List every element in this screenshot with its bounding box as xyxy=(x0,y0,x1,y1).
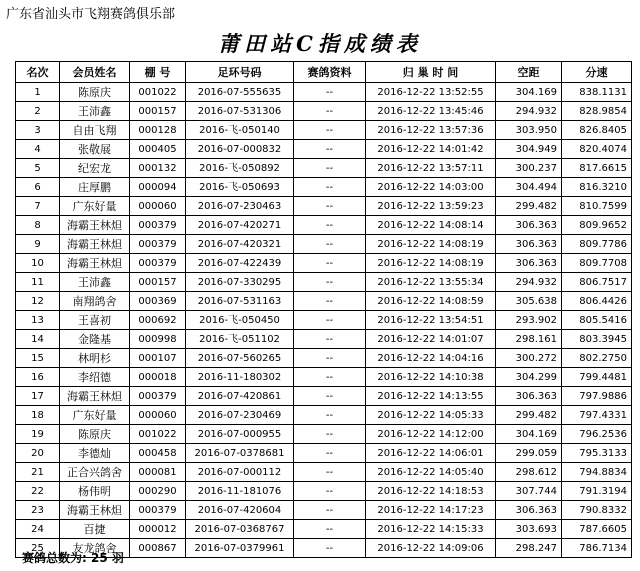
table-row xyxy=(16,311,632,330)
cell-ring-number: 2016-07-000832 xyxy=(186,140,294,159)
cell-loft-number: 000012 xyxy=(130,520,186,539)
cell-rank: 10 xyxy=(16,254,60,273)
cell-pigeon-info: -- xyxy=(294,425,366,444)
cell-member-name: 王沛鑫 xyxy=(60,102,130,121)
cell-ring-number: 2016-07-000955 xyxy=(186,425,294,444)
cell-distance: 304.949 xyxy=(496,140,562,159)
cell-ring-number: 2016-07-555635 xyxy=(186,83,294,102)
cell-distance: 300.237 xyxy=(496,159,562,178)
cell-pigeon-info: -- xyxy=(294,292,366,311)
table-row xyxy=(16,159,632,178)
cell-arrival-time: 2016-12-22 14:08:19 xyxy=(366,254,496,273)
cell-distance: 293.902 xyxy=(496,311,562,330)
table-row xyxy=(16,482,632,501)
cell-rank: 3 xyxy=(16,121,60,140)
cell-distance: 306.363 xyxy=(496,254,562,273)
cell-loft-number: 000290 xyxy=(130,482,186,501)
cell-rank: 17 xyxy=(16,387,60,406)
cell-ring-number: 2016-飞-051102 xyxy=(186,330,294,349)
cell-arrival-time: 2016-12-22 14:17:23 xyxy=(366,501,496,520)
cell-loft-number: 000094 xyxy=(130,178,186,197)
cell-member-name: 王沛鑫 xyxy=(60,273,130,292)
table-row xyxy=(16,406,632,425)
cell-ring-number: 2016-07-0378681 xyxy=(186,444,294,463)
cell-rank: 24 xyxy=(16,520,60,539)
cell-member-name: 陈原庆 xyxy=(60,83,130,102)
table-row xyxy=(16,444,632,463)
cell-speed: 797.4331 xyxy=(562,406,632,425)
cell-loft-number: 000081 xyxy=(130,463,186,482)
cell-member-name: 纪宏龙 xyxy=(60,159,130,178)
cell-arrival-time: 2016-12-22 14:05:33 xyxy=(366,406,496,425)
cell-pigeon-info: -- xyxy=(294,330,366,349)
cell-arrival-time: 2016-12-22 13:52:55 xyxy=(366,83,496,102)
cell-member-name: 张敬展 xyxy=(60,140,130,159)
cell-speed: 802.2750 xyxy=(562,349,632,368)
cell-ring-number: 2016-07-420321 xyxy=(186,235,294,254)
cell-distance: 294.932 xyxy=(496,102,562,121)
table-row xyxy=(16,520,632,539)
cell-loft-number: 001022 xyxy=(130,83,186,102)
cell-ring-number: 2016-飞-050450 xyxy=(186,311,294,330)
cell-loft-number: 000458 xyxy=(130,444,186,463)
cell-arrival-time: 2016-12-22 14:08:14 xyxy=(366,216,496,235)
table-row xyxy=(16,235,632,254)
cell-loft-number: 001022 xyxy=(130,425,186,444)
cell-member-name: 百捷 xyxy=(60,520,130,539)
cell-rank: 15 xyxy=(16,349,60,368)
table-row xyxy=(16,330,632,349)
cell-speed: 805.5416 xyxy=(562,311,632,330)
cell-distance: 306.363 xyxy=(496,387,562,406)
cell-rank: 11 xyxy=(16,273,60,292)
cell-arrival-time: 2016-12-22 14:03:00 xyxy=(366,178,496,197)
cell-speed: 803.3945 xyxy=(562,330,632,349)
cell-loft-number: 000018 xyxy=(130,368,186,387)
cell-rank: 12 xyxy=(16,292,60,311)
cell-rank: 8 xyxy=(16,216,60,235)
cell-pigeon-info: -- xyxy=(294,273,366,292)
cell-member-name: 广东好量 xyxy=(60,406,130,425)
cell-speed: 816.3210 xyxy=(562,178,632,197)
table-row xyxy=(16,197,632,216)
cell-arrival-time: 2016-12-22 13:55:34 xyxy=(366,273,496,292)
cell-distance: 303.693 xyxy=(496,520,562,539)
cell-arrival-time: 2016-12-22 13:59:23 xyxy=(366,197,496,216)
cell-distance: 303.950 xyxy=(496,121,562,140)
cell-rank: 2 xyxy=(16,102,60,121)
cell-arrival-time: 2016-12-22 14:18:53 xyxy=(366,482,496,501)
table-row xyxy=(16,254,632,273)
cell-pigeon-info: -- xyxy=(294,121,366,140)
cell-loft-number: 000867 xyxy=(130,539,186,558)
cell-speed: 799.4481 xyxy=(562,368,632,387)
cell-member-name: 杨伟明 xyxy=(60,482,130,501)
cell-rank: 23 xyxy=(16,501,60,520)
cell-loft-number: 000107 xyxy=(130,349,186,368)
cell-ring-number: 2016-07-531306 xyxy=(186,102,294,121)
cell-pigeon-info: -- xyxy=(294,482,366,501)
cell-distance: 299.482 xyxy=(496,197,562,216)
table-row xyxy=(16,273,632,292)
table-row xyxy=(16,178,632,197)
cell-arrival-time: 2016-12-22 14:10:38 xyxy=(366,368,496,387)
table-row xyxy=(16,368,632,387)
cell-pigeon-info: -- xyxy=(294,178,366,197)
cell-member-name: 南翔鸽舍 xyxy=(60,292,130,311)
cell-member-name: 王喜初 xyxy=(60,311,130,330)
cell-pigeon-info: -- xyxy=(294,520,366,539)
cell-rank: 18 xyxy=(16,406,60,425)
cell-distance: 294.932 xyxy=(496,273,562,292)
cell-ring-number: 2016-07-560265 xyxy=(186,349,294,368)
cell-pigeon-info: -- xyxy=(294,444,366,463)
cell-pigeon-info: -- xyxy=(294,83,366,102)
cell-speed: 796.2536 xyxy=(562,425,632,444)
cell-arrival-time: 2016-12-22 14:09:06 xyxy=(366,539,496,558)
cell-arrival-time: 2016-12-22 14:01:42 xyxy=(366,140,496,159)
cell-loft-number: 000132 xyxy=(130,159,186,178)
cell-speed: 795.3133 xyxy=(562,444,632,463)
col-header-pigeon-info: 赛鸽资料 xyxy=(294,62,366,83)
table-row xyxy=(16,425,632,444)
cell-distance: 298.247 xyxy=(496,539,562,558)
cell-pigeon-info: -- xyxy=(294,387,366,406)
cell-ring-number: 2016-07-420861 xyxy=(186,387,294,406)
results-table xyxy=(15,61,632,558)
cell-rank: 20 xyxy=(16,444,60,463)
table-row xyxy=(16,387,632,406)
cell-member-name: 正合兴鸽舍 xyxy=(60,463,130,482)
cell-member-name: 庄厚鹏 xyxy=(60,178,130,197)
cell-distance: 306.363 xyxy=(496,501,562,520)
col-header-loft: 棚 号 xyxy=(130,62,186,83)
cell-loft-number: 000379 xyxy=(130,387,186,406)
col-header-speed: 分速 xyxy=(562,62,632,83)
cell-pigeon-info: -- xyxy=(294,406,366,425)
cell-pigeon-info: -- xyxy=(294,235,366,254)
cell-pigeon-info: -- xyxy=(294,311,366,330)
cell-arrival-time: 2016-12-22 14:05:40 xyxy=(366,463,496,482)
cell-arrival-time: 2016-12-22 14:12:00 xyxy=(366,425,496,444)
table-row xyxy=(16,349,632,368)
cell-speed: 809.7786 xyxy=(562,235,632,254)
cell-arrival-time: 2016-12-22 14:08:59 xyxy=(366,292,496,311)
cell-pigeon-info: -- xyxy=(294,216,366,235)
cell-arrival-time: 2016-12-22 14:13:55 xyxy=(366,387,496,406)
cell-loft-number: 000157 xyxy=(130,273,186,292)
cell-rank: 25 xyxy=(16,539,60,558)
cell-ring-number: 2016-11-181076 xyxy=(186,482,294,501)
cell-loft-number: 000379 xyxy=(130,254,186,273)
col-header-arrival-time: 归 巢 时 间 xyxy=(366,62,496,83)
cell-member-name: 海霸王林炟 xyxy=(60,387,130,406)
cell-distance: 305.638 xyxy=(496,292,562,311)
cell-speed: 806.7517 xyxy=(562,273,632,292)
cell-pigeon-info: -- xyxy=(294,254,366,273)
cell-ring-number: 2016-07-420604 xyxy=(186,501,294,520)
cell-pigeon-info: -- xyxy=(294,159,366,178)
table-row xyxy=(16,102,632,121)
cell-rank: 9 xyxy=(16,235,60,254)
cell-rank: 6 xyxy=(16,178,60,197)
cell-loft-number: 000369 xyxy=(130,292,186,311)
cell-loft-number: 000379 xyxy=(130,501,186,520)
cell-pigeon-info: -- xyxy=(294,463,366,482)
cell-member-name: 李绍德 xyxy=(60,368,130,387)
cell-arrival-time: 2016-12-22 14:15:33 xyxy=(366,520,496,539)
cell-rank: 22 xyxy=(16,482,60,501)
cell-distance: 306.363 xyxy=(496,216,562,235)
cell-ring-number: 2016-飞-050892 xyxy=(186,159,294,178)
cell-pigeon-info: -- xyxy=(294,140,366,159)
cell-distance: 304.494 xyxy=(496,178,562,197)
cell-ring-number: 2016-07-230463 xyxy=(186,197,294,216)
cell-speed: 787.6605 xyxy=(562,520,632,539)
cell-ring-number: 2016-07-230469 xyxy=(186,406,294,425)
cell-rank: 4 xyxy=(16,140,60,159)
cell-pigeon-info: -- xyxy=(294,539,366,558)
cell-loft-number: 000128 xyxy=(130,121,186,140)
cell-rank: 1 xyxy=(16,83,60,102)
cell-loft-number: 000060 xyxy=(130,197,186,216)
cell-speed: 790.8332 xyxy=(562,501,632,520)
cell-arrival-time: 2016-12-22 13:54:51 xyxy=(366,311,496,330)
cell-ring-number: 2016-07-0368767 xyxy=(186,520,294,539)
cell-speed: 838.1131 xyxy=(562,83,632,102)
cell-arrival-time: 2016-12-22 13:57:11 xyxy=(366,159,496,178)
organization-name: 广东省汕头市飞翔赛鸽俱乐部 xyxy=(6,7,176,22)
cell-speed: 809.7708 xyxy=(562,254,632,273)
cell-member-name: 海霸王林炟 xyxy=(60,254,130,273)
table-row xyxy=(16,121,632,140)
cell-member-name: 李德灿 xyxy=(60,444,130,463)
cell-arrival-time: 2016-12-22 14:04:16 xyxy=(366,349,496,368)
cell-ring-number: 2016-11-180302 xyxy=(186,368,294,387)
cell-member-name: 林明杉 xyxy=(60,349,130,368)
cell-ring-number: 2016-07-000112 xyxy=(186,463,294,482)
report-title: 莆田站C指成绩表 xyxy=(218,31,422,56)
col-header-rank: 名次 xyxy=(16,62,60,83)
cell-arrival-time: 2016-12-22 14:08:19 xyxy=(366,235,496,254)
col-header-distance: 空距 xyxy=(496,62,562,83)
cell-rank: 14 xyxy=(16,330,60,349)
cell-pigeon-info: -- xyxy=(294,368,366,387)
cell-pigeon-info: -- xyxy=(294,102,366,121)
cell-pigeon-info: -- xyxy=(294,501,366,520)
col-header-ring: 足环号码 xyxy=(186,62,294,83)
table-row xyxy=(16,83,632,102)
cell-ring-number: 2016-07-531163 xyxy=(186,292,294,311)
cell-arrival-time: 2016-12-22 13:57:36 xyxy=(366,121,496,140)
cell-speed: 809.9652 xyxy=(562,216,632,235)
cell-rank: 5 xyxy=(16,159,60,178)
cell-speed: 797.9886 xyxy=(562,387,632,406)
cell-loft-number: 000060 xyxy=(130,406,186,425)
table-row xyxy=(16,463,632,482)
cell-loft-number: 000405 xyxy=(130,140,186,159)
cell-distance: 304.169 xyxy=(496,83,562,102)
cell-distance: 298.161 xyxy=(496,330,562,349)
cell-distance: 299.482 xyxy=(496,406,562,425)
cell-distance: 304.169 xyxy=(496,425,562,444)
cell-member-name: 友龙鸽舍 xyxy=(60,539,130,558)
cell-ring-number: 2016-飞-050140 xyxy=(186,121,294,140)
cell-loft-number: 000379 xyxy=(130,216,186,235)
cell-distance: 299.059 xyxy=(496,444,562,463)
cell-member-name: 金隆基 xyxy=(60,330,130,349)
cell-loft-number: 000379 xyxy=(130,235,186,254)
cell-loft-number: 000692 xyxy=(130,311,186,330)
cell-ring-number: 2016-07-0379961 xyxy=(186,539,294,558)
table-row xyxy=(16,501,632,520)
cell-member-name: 广东好量 xyxy=(60,197,130,216)
cell-speed: 817.6615 xyxy=(562,159,632,178)
table-row xyxy=(16,216,632,235)
cell-rank: 7 xyxy=(16,197,60,216)
cell-member-name: 海霸王林炟 xyxy=(60,501,130,520)
cell-rank: 16 xyxy=(16,368,60,387)
cell-speed: 828.9854 xyxy=(562,102,632,121)
cell-member-name: 海霸王林炟 xyxy=(60,235,130,254)
cell-speed: 826.8405 xyxy=(562,121,632,140)
cell-member-name: 陈原庆 xyxy=(60,425,130,444)
cell-rank: 19 xyxy=(16,425,60,444)
cell-rank: 21 xyxy=(16,463,60,482)
cell-distance: 306.363 xyxy=(496,235,562,254)
cell-arrival-time: 2016-12-22 14:06:01 xyxy=(366,444,496,463)
col-header-member: 会员姓名 xyxy=(60,62,130,83)
cell-speed: 794.8834 xyxy=(562,463,632,482)
cell-speed: 820.4074 xyxy=(562,140,632,159)
cell-ring-number: 2016-飞-050693 xyxy=(186,178,294,197)
cell-speed: 791.3194 xyxy=(562,482,632,501)
cell-arrival-time: 2016-12-22 13:45:46 xyxy=(366,102,496,121)
cell-member-name: 海霸王林炟 xyxy=(60,216,130,235)
table-body xyxy=(16,83,632,558)
cell-speed: 806.4426 xyxy=(562,292,632,311)
cell-distance: 307.744 xyxy=(496,482,562,501)
cell-distance: 298.612 xyxy=(496,463,562,482)
cell-distance: 300.272 xyxy=(496,349,562,368)
cell-distance: 304.299 xyxy=(496,368,562,387)
header-row xyxy=(16,62,632,83)
table-row xyxy=(16,140,632,159)
cell-ring-number: 2016-07-420271 xyxy=(186,216,294,235)
cell-ring-number: 2016-07-422439 xyxy=(186,254,294,273)
cell-speed: 786.7134 xyxy=(562,539,632,558)
cell-loft-number: 000998 xyxy=(130,330,186,349)
total-count: 赛鸽总数为: 25 羽 xyxy=(22,551,124,565)
cell-arrival-time: 2016-12-22 14:01:07 xyxy=(366,330,496,349)
cell-pigeon-info: -- xyxy=(294,197,366,216)
cell-rank: 13 xyxy=(16,311,60,330)
cell-speed: 810.7599 xyxy=(562,197,632,216)
cell-member-name: 自由飞翔 xyxy=(60,121,130,140)
cell-pigeon-info: -- xyxy=(294,349,366,368)
table-row xyxy=(16,292,632,311)
cell-loft-number: 000157 xyxy=(130,102,186,121)
cell-ring-number: 2016-07-330295 xyxy=(186,273,294,292)
